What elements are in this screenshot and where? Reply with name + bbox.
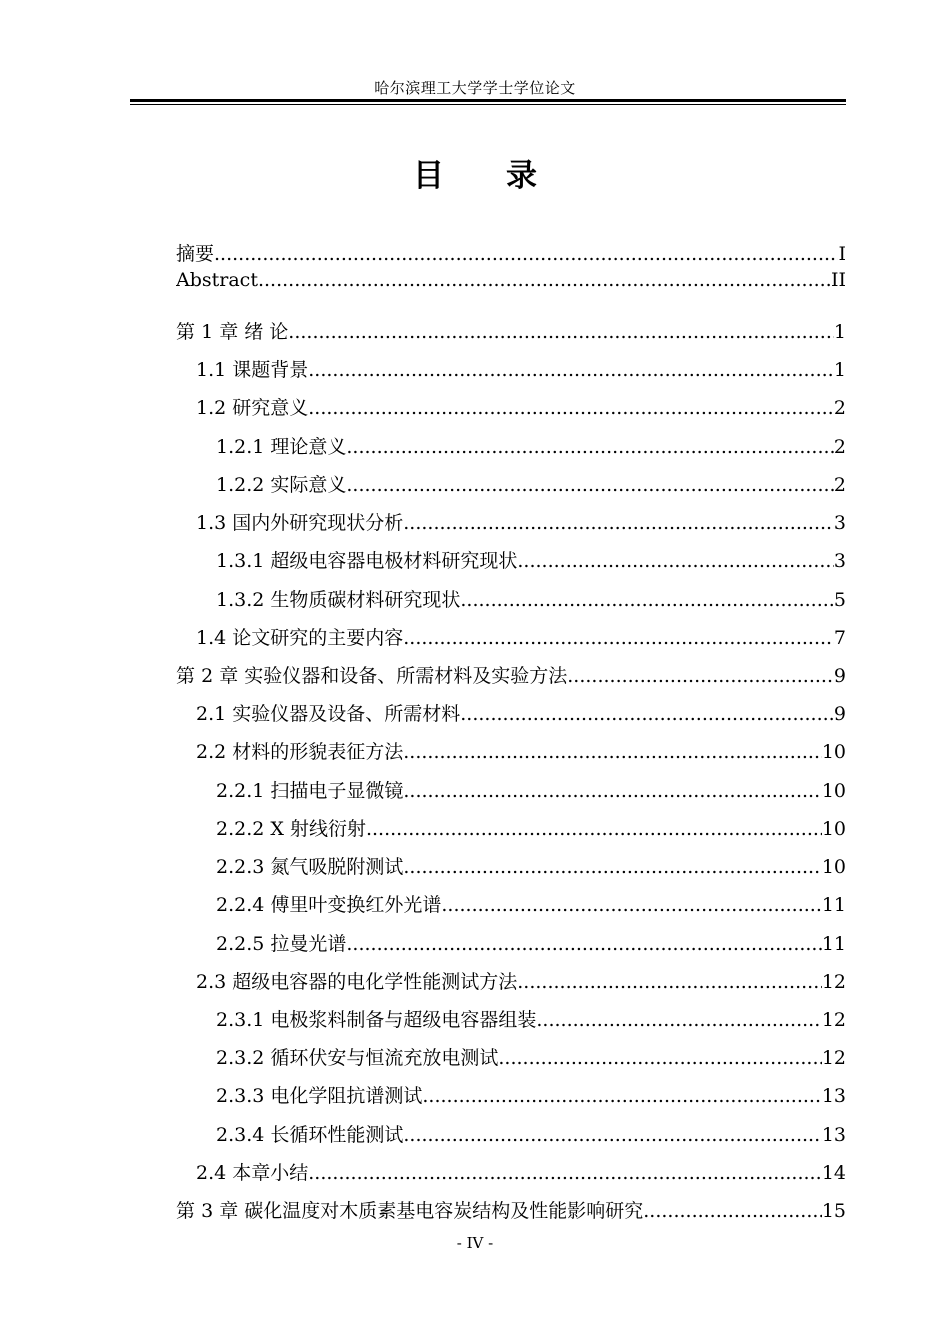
toc-entry-page: I bbox=[838, 243, 846, 265]
toc-entry-1-2-1[interactable] bbox=[216, 434, 846, 460]
toc-entry-2-1[interactable] bbox=[196, 701, 846, 727]
toc-entry-page: 15 bbox=[821, 1200, 846, 1222]
toc-entry-page: 10 bbox=[821, 856, 846, 878]
toc-entry-page: 14 bbox=[821, 1162, 846, 1184]
toc-entry-1-1[interactable] bbox=[196, 357, 846, 383]
toc-entry-page: 13 bbox=[821, 1124, 846, 1146]
toc-entry-2-3-2[interactable] bbox=[216, 1045, 846, 1071]
toc-entry-label: 1.2.2 实际意义 bbox=[216, 474, 347, 496]
toc-entry-2-2[interactable] bbox=[196, 739, 846, 765]
toc-entry-2-3-4[interactable] bbox=[216, 1122, 846, 1148]
toc-entry-label: 2.2.1 扫描电子显微镜 bbox=[216, 780, 404, 802]
toc-entry-page: 12 bbox=[821, 971, 846, 993]
toc-entry-page: 1 bbox=[833, 359, 846, 381]
toc-entry-label: 2.2.5 拉曼光谱 bbox=[216, 933, 347, 955]
toc-entry-label: 2.2 材料的形貌表征方法 bbox=[196, 741, 404, 763]
toc-entry-chapter-1[interactable] bbox=[176, 319, 846, 345]
toc-entry-label: 1.2 研究意义 bbox=[196, 397, 309, 419]
toc-entry-page: 13 bbox=[821, 1085, 846, 1107]
toc-entry-abstract-en[interactable] bbox=[176, 267, 846, 293]
toc-entry-label: 第 2 章 实验仪器和设备、所需材料及实验方法 bbox=[176, 665, 568, 687]
toc-entry-label: 2.3.4 长循环性能测试 bbox=[216, 1124, 404, 1146]
toc-entry-page: 11 bbox=[821, 933, 846, 955]
toc-entry-2-3-3[interactable] bbox=[216, 1083, 846, 1109]
toc-entry-page: 12 bbox=[821, 1009, 846, 1031]
toc-entry-label: 1.2.1 理论意义 bbox=[216, 436, 347, 458]
toc-entry-label: 1.1 课题背景 bbox=[196, 359, 309, 381]
toc-entry-1-4[interactable] bbox=[196, 625, 846, 651]
toc-entry-2-2-4[interactable] bbox=[216, 892, 846, 918]
toc-entry-2-4[interactable] bbox=[196, 1160, 846, 1186]
toc-entry-1-3-1[interactable] bbox=[216, 548, 846, 574]
toc-entry-page: 10 bbox=[821, 780, 846, 802]
toc-entry-page: 12 bbox=[821, 1047, 846, 1069]
toc-entry-label: 1.3.2 生物质碳材料研究现状 bbox=[216, 589, 461, 611]
toc-entry-label: Abstract bbox=[176, 269, 258, 291]
toc-entry-page: 5 bbox=[833, 589, 846, 611]
toc-entry-label: 2.2.3 氮气吸脱附测试 bbox=[216, 856, 404, 878]
toc-entry-label: 1.3 国内外研究现状分析 bbox=[196, 512, 404, 534]
toc-entry-chapter-3[interactable] bbox=[176, 1198, 846, 1224]
toc-title-char-2: 录 bbox=[506, 158, 537, 194]
toc-entry-page: 2 bbox=[833, 397, 846, 419]
toc-entry-label: 2.3.1 电极浆料制备与超级电容器组装 bbox=[216, 1009, 537, 1031]
toc-entry-page: 9 bbox=[833, 665, 846, 687]
page-number: - IV - bbox=[456, 1234, 494, 1252]
toc-entry-2-2-2[interactable] bbox=[216, 816, 846, 842]
toc-entry-page: 7 bbox=[833, 627, 846, 649]
toc-entry-2-2-1[interactable] bbox=[216, 778, 846, 804]
toc-entry-label: 第 1 章 绪 论 bbox=[176, 321, 289, 343]
toc-entry-label: 2.2.2 X 射线衍射 bbox=[216, 818, 366, 840]
toc-entry-page: 3 bbox=[833, 550, 846, 572]
toc-entry-page: 3 bbox=[833, 512, 846, 534]
toc-entry-page: 2 bbox=[833, 436, 846, 458]
toc-entry-page: 1 bbox=[833, 321, 846, 343]
running-header: 哈尔滨理工大学学士学位论文 bbox=[374, 79, 576, 97]
toc-entry-chapter-2[interactable] bbox=[176, 663, 846, 689]
toc-entry-1-3-2[interactable] bbox=[216, 587, 846, 613]
toc-entry-page: II bbox=[830, 269, 846, 291]
toc-entry-1-2-2[interactable] bbox=[216, 472, 846, 498]
toc-entry-label: 2.2.4 傅里叶变换红外光谱 bbox=[216, 894, 442, 916]
toc-entry-2-3[interactable] bbox=[196, 969, 846, 995]
toc-entry-label: 2.3.3 电化学阻抗谱测试 bbox=[216, 1085, 423, 1107]
toc-entry-1-2[interactable] bbox=[196, 395, 846, 421]
toc-entry-abstract-cn[interactable] bbox=[176, 241, 846, 267]
toc-entry-2-2-5[interactable] bbox=[216, 931, 846, 957]
toc-entry-page: 9 bbox=[833, 703, 846, 725]
toc-entry-label: 摘要 bbox=[176, 243, 215, 265]
toc-entry-page: 10 bbox=[821, 818, 846, 840]
toc-entry-page: 11 bbox=[821, 894, 846, 916]
toc-entry-label: 2.3 超级电容器的电化学性能测试方法 bbox=[196, 971, 518, 993]
toc-entry-label: 2.1 实验仪器及设备、所需材料 bbox=[196, 703, 461, 725]
toc-entry-1-3[interactable] bbox=[196, 510, 846, 536]
toc-entry-2-2-3[interactable] bbox=[216, 854, 846, 880]
toc-entry-label: 2.3.2 循环伏安与恒流充放电测试 bbox=[216, 1047, 499, 1069]
toc-entry-page: 10 bbox=[821, 741, 846, 763]
toc-entry-page: 2 bbox=[833, 474, 846, 496]
toc-entry-2-3-1[interactable] bbox=[216, 1007, 846, 1033]
toc-entry-label: 第 3 章 碳化温度对木质素基电容炭结构及性能影响研究 bbox=[176, 1200, 644, 1222]
toc-entry-label: 2.4 本章小结 bbox=[196, 1162, 309, 1184]
toc-entry-label: 1.4 论文研究的主要内容 bbox=[196, 627, 404, 649]
toc-title-char-1: 目 bbox=[413, 158, 444, 194]
toc-entry-label: 1.3.1 超级电容器电极材料研究现状 bbox=[216, 550, 518, 572]
